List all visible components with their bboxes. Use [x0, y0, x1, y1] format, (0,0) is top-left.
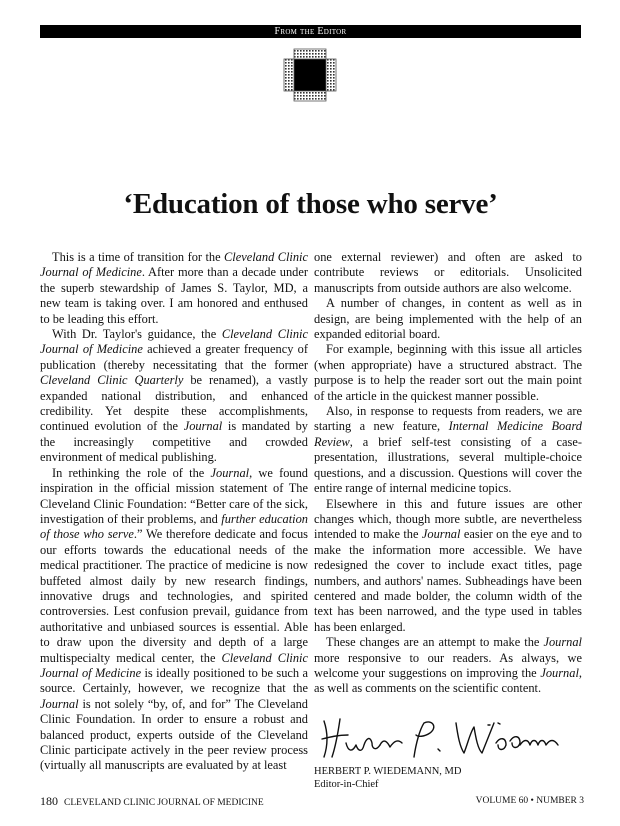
- signature-image: [318, 713, 568, 763]
- right-column: [314, 250, 582, 791]
- paragraph: A number of changes, in content as well as in design, are being implemented with the help of an expanded editorial board.: [314, 296, 582, 342]
- footer-left: [40, 795, 264, 809]
- left-column: [40, 250, 308, 774]
- footer-right: VOLUME 60 • NUMBER 3: [475, 796, 584, 806]
- paragraph: With Dr. Taylor's guidance, the Cleveland Clinic Journal of Medicine achieved a greater frequency of publication (thereby necessitating that the former Cleveland Clinic Quarterly be renamed), a vastly expanded national distribution, and enhanced credibility. Yet despite these accomplishments, continued evolution of the Journal is mandated by the increasingly competitive and crowded environment of medical publishing.: [40, 327, 308, 465]
- paragraph: These changes are an attempt to make the Journal more responsive to our readers. As always, we welcome your suggestions on improving the Journal, as well as comments on the scientific content.: [314, 635, 582, 696]
- article-title: ‘Education of those who serve’: [123, 188, 498, 220]
- page-number: 180: [40, 794, 58, 808]
- paragraph: Elsewhere in this and future issues are other changes which, though more subtle, are nevertheless intended to make the Journal easier on the eye and to make the information more accessible. We have redesigned the cover to include exact titles, page numbers, and authors' names. Subheadings have been centered and made bolder, the column width of the text has been narrowed, and the type used in tables has been enlarged.: [314, 496, 582, 634]
- journal-name: CLEVELAND CLINIC JOURNAL OF MEDICINE: [64, 798, 264, 808]
- paragraph: This is a time of transition for the Cleveland Clinic Journal of Medicine. After more than a decade under the superb stewardship of James S. Taylor, MD, a new team is taking over. I am honored and enthused to be leading this effort.: [40, 250, 308, 326]
- section-banner: From the Editor: [40, 25, 581, 38]
- paragraph: For example, beginning with this issue all articles (when appropriate) have a structured abstract. The purpose is to help the reader sort out the main point of the article in the quickest manner possible.: [314, 342, 582, 403]
- paragraph: Also, in response to requests from readers, we are starting a new feature, Internal Medicine Board Review, a brief self-test consisting of a case-presentation, illustrations, several multiple-choice questions, and a discussion. Questions will cover the entire range of internal medicine topics.: [314, 404, 582, 496]
- journal-emblem-icon: [282, 47, 338, 103]
- paragraph: In rethinking the role of the Journal, we found inspiration in the official mission statement of The Cleveland Clinic Foundation: “Better care of the sick, investigation of their problems, and further education of those who serve.” We therefore dedicate and focus our efforts towards the educational needs of the medical practitioner. The practice of medicine is now buffeted almost daily by new research findings, innovative drugs and technologies, and spirited controversies. Lest confusion prevail, guidance from authoritative and unbiased sources is essential. Able to draw upon the diversity and depth of a large multispecialty medical center, the Cleveland Clinic Journal of Medicine is ideally positioned to be such a source. Certainly, however, we recognize that the Journal is not solely “by, of, and for” The Cleveland Clinic Foundation. In order to ensure a robust and balanced product, experts outside of the Cleveland Clinic participate actively in the peer review process (virtually all manuscripts are evaluated by at least: [40, 465, 308, 773]
- paragraph: one external reviewer) and often are asked to contribute reviews or editorials. Unsolicited manuscripts from outside authors are also welcome.: [314, 250, 582, 295]
- author-title: Editor-in-Chief: [314, 778, 379, 790]
- author-name: HERBERT P. WIEDEMANN, MD: [314, 765, 462, 777]
